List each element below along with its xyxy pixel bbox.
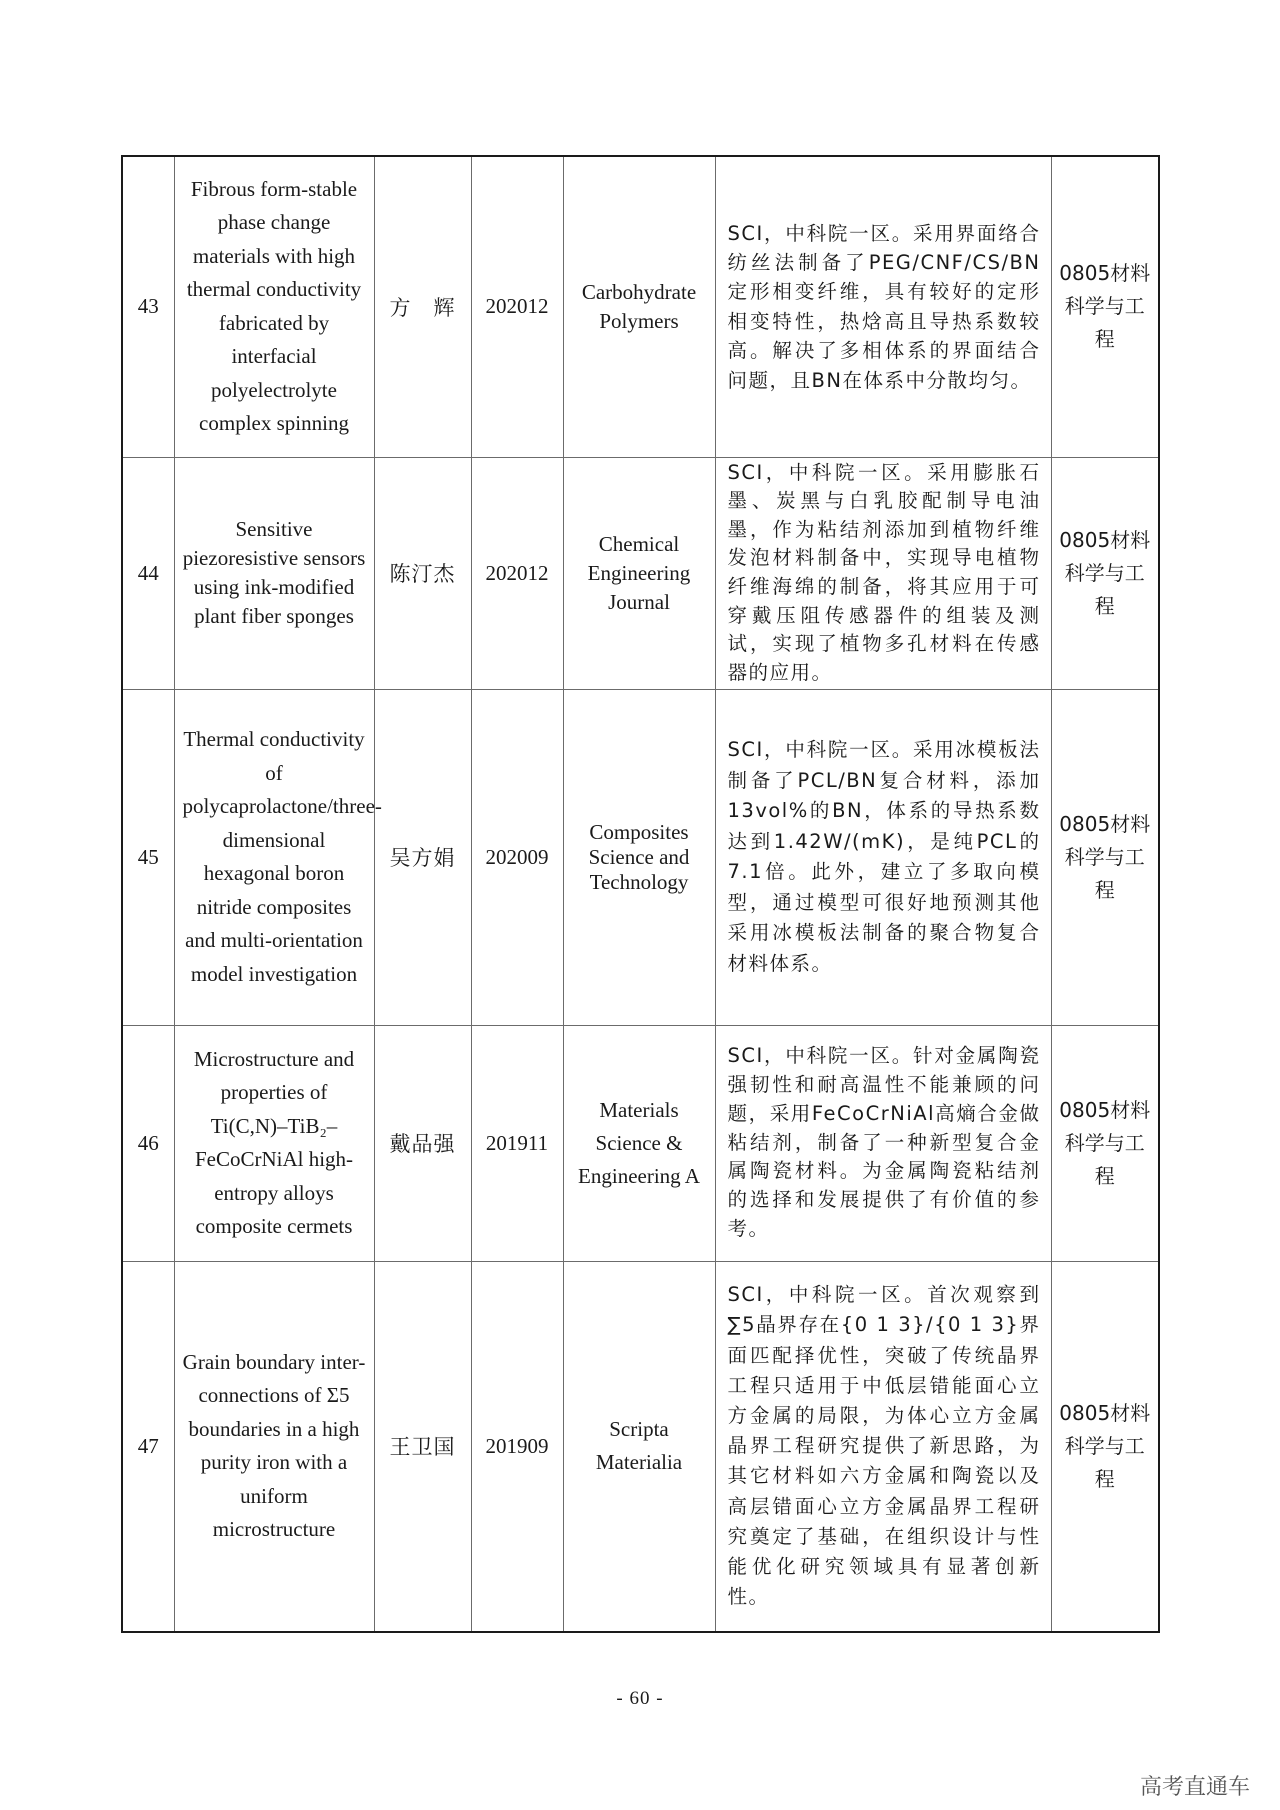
journal-cell [563,689,715,1025]
paper-title-cell [174,1025,374,1261]
row-number: 44 [122,457,174,689]
journal-cell [563,1025,715,1261]
discipline: 0805材料科学与工程 [1059,527,1151,618]
journal-name: Chemical Engineering Journal [587,531,691,614]
discipline-cell [1051,689,1159,1025]
description-cell [715,1261,1051,1632]
description-cell [715,156,1051,457]
row-number: 46 [122,1025,174,1261]
author: 戴品强 [374,1025,471,1261]
author: 吴方娟 [374,689,471,1025]
description-cell [715,457,1051,689]
journal-cell [563,457,715,689]
author: 王卫国 [374,1261,471,1632]
description: SCI，中科院一区。针对金属陶瓷强韧性和耐高温性不能兼顾的问题，采用FeCoCrNiAl高熵合金做粘结剂，制备了一种新型复合金属陶瓷材料。为金属陶瓷粘结剂的选择和发展提供了有价值的参考。 [727,1044,1041,1240]
discipline-cell [1051,457,1159,689]
publish-date: 202012 [471,457,563,689]
publish-date: 201911 [471,1025,563,1261]
journal-cell [563,1261,715,1632]
row-number: 43 [122,156,174,457]
paper-title: Microstructure and properties of Ti(C,N)–TiB₂–FeCoCrNiAl high-entropy alloys composite cermets [193,1046,355,1238]
page-number: - 60 - [616,1688,664,1709]
paper-title-cell [174,457,374,689]
journal-cell [563,156,715,457]
discipline-cell [1051,156,1159,457]
publish-date: 202009 [471,689,563,1025]
paper-title: Thermal conductivity of polycaprolactone/three-dimensional hexagonal boron nitride composites and multi-orientation model investigation [182,727,382,986]
description: SCI，中科院一区。采用冰模板法制备了PCL/BN复合材料，添加13vol%的BN，体系的导热系数达到1.42W/(mK)，是纯PCL的7.1倍。此外，建立了多取向模型，通过模型可很好地预测其他采用冰模板法制备的聚合物复合材料体系。 [727,738,1041,975]
table-row [122,1261,1159,1632]
table-row [122,1025,1159,1261]
row-number: 45 [122,689,174,1025]
discipline: 0805材料科学与工程 [1059,811,1151,902]
description: SCI，中科院一区。采用膨胀石墨、炭黑与白乳胶配制导电油墨，作为粘结剂添加到植物纤维发泡材料制备中，实现导电植物纤维海绵的制备，将其应用于可穿戴压阻传感器件的组装及测试，实现了植物多孔材料在传感器的应用。 [727,460,1041,684]
discipline-cell [1051,1025,1159,1261]
achievements-table [121,155,1160,1633]
paper-title-cell [174,1261,374,1632]
discipline-cell [1051,1261,1159,1632]
description: SCI，中科院一区。采用界面络合纺丝法制备了PEG/CNF/CS/BN定形相变纤维，具有较好的定形相变特性，热焓高且导热系数较高。解决了多相体系的界面结合问题，且BN在体系中分散均匀。 [727,221,1041,392]
publish-date: 202012 [471,156,563,457]
discipline: 0805材料科学与工程 [1059,1097,1151,1188]
discipline: 0805材料科学与工程 [1059,261,1151,352]
journal-name: Carbohydrate Polymers [581,279,697,333]
description-cell [715,1025,1051,1261]
journal-name: Materials Science & Engineering A [578,1097,700,1188]
publish-date: 201909 [471,1261,563,1632]
table-row [122,457,1159,689]
author: 陈汀杰 [374,457,471,689]
journal-name: Composites Science and Technology [588,819,690,894]
description: SCI，中科院一区。首次观察到∑5晶界存在{0 1 3}/{0 1 3}界面匹配择优性，突破了传统晶界工程只适用于中低层错能面心立方金属的局限，为体心立方金属晶界工程研究提供了新思路，为其它材料如六方金属和陶瓷以及高层错面心立方金属晶界工程研究奠定了基础，在组织设计与性能优化研究领域具有显著创新性。 [727,1283,1041,1609]
author: 方 辉 [374,156,471,457]
paper-title-cell [174,156,374,457]
row-number: 47 [122,1261,174,1632]
table-row [122,156,1159,457]
watermark-logo: 高考直通车 [1139,1775,1250,1800]
discipline: 0805材料科学与工程 [1059,1400,1151,1491]
paper-title: Grain boundary inter-connections of Σ5 boundaries in a high purity iron with a uniform microstructure [182,1349,366,1542]
paper-title-cell [174,689,382,1025]
paper-title: Fibrous form-stable phase change materials with high thermal conductivity fabricated by interfacial polyelectrolyte complex spinning [186,176,362,436]
journal-name: Scripta Materialia [595,1417,683,1475]
table-row [122,689,1159,1025]
paper-title: Sensitive piezoresistive sensors using ink-modified plant fiber sponges [182,517,366,628]
description-cell [715,689,1051,1025]
